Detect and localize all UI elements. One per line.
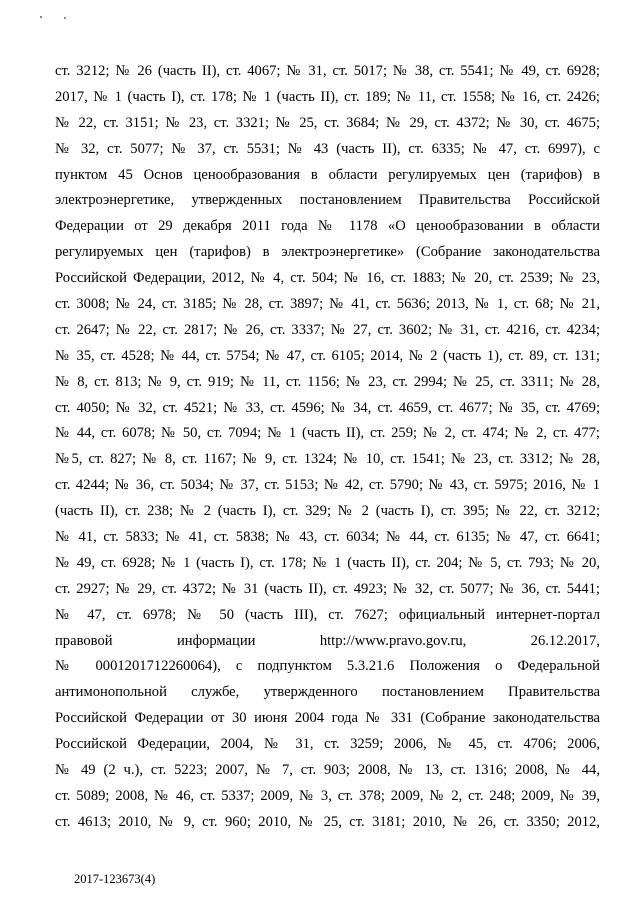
text-line: № 8, ст. 813; № 9, ст. 919; № 11, ст. 1156; № 23, ст. 2994; № 25, ст. 3311; № 28, bbox=[55, 373, 600, 390]
text-line: ст. 3212; № 26 (часть II), ст. 4067; № 31, ст. 5017; № 38, ст. 5541; № 49, ст. 6928; bbox=[55, 63, 600, 79]
text-line: ст. 5089; 2008, № 46, ст. 5337; 2009, № 3, ст. 378; 2009, № 2, ст. 248; 2009, № 39, bbox=[55, 787, 600, 804]
text-line: № 41, ст. 5833; № 41, ст. 5838; № 43, ст. 6034; № 44, ст. 6135; № 47, ст. 6641; bbox=[55, 529, 600, 546]
text-line: № 49 (2 ч.), ст. 5223; 2007, № 7, ст. 903; 2008, № 13, ст. 1316; 2008, № 44, bbox=[55, 762, 600, 779]
scan-speck bbox=[40, 16, 42, 18]
text-line: (часть II), ст. 238; № 2 (часть I), ст. 329; № 2 (часть I), ст. 395; № 22, ст. 3212; bbox=[55, 503, 600, 520]
text-line: № 35, ст. 4528; № 44, ст. 5754; № 47, ст. 6105; 2014, № 2 (часть 1), ст. 89, ст. 131; bbox=[55, 347, 600, 364]
text-line: Российской Федерации от 30 июня 2004 года № 331 (Собрание законодательства bbox=[55, 710, 600, 727]
text-line: №5, ст. 827; № 8, ст. 1167; № 9, ст. 1324; № 10, ст. 1541; № 23, ст. 3312; № 28, bbox=[55, 451, 600, 468]
text-line: электроэнергетике, утвержденных постановлением Правительства Российской bbox=[55, 192, 600, 209]
text-line: № 22, ст. 3151; № 23, ст. 3321; № 25, ст. 3684; № 29, ст. 4372; № 30, ст. 4675; bbox=[55, 114, 600, 131]
text-line: Российской Федерации, 2004, № 31, ст. 3259; 2006, № 45, ст. 4706; 2006, bbox=[55, 736, 600, 753]
document-number-footer: 2017-123673(4) bbox=[74, 872, 156, 886]
text-line: ст. 2927; № 29, ст. 4372; № 31 (часть II), ст. 4923; № 32, ст. 5077; № 36, ст. 5441; bbox=[55, 580, 600, 597]
text-line: регулируемых цен (тарифов) в электроэнергетике» (Собрание законодательства bbox=[55, 244, 600, 261]
text-line: № 44, ст. 6078; № 50, ст. 7094; № 1 (часть II), ст. 259; № 2, ст. 474; № 2, ст. 477; bbox=[55, 425, 600, 442]
text-line: антимонопольной службе, утвержденного постановлением Правительства bbox=[55, 684, 600, 701]
text-line: 2017, № 1 (часть I), ст. 178; № 1 (часть II), ст. 189; № 11, ст. 1558; № 16, ст. 2426; bbox=[55, 88, 600, 105]
text-line: пунктом 45 Основ ценообразования в области регулируемых цен (тарифов) в bbox=[55, 166, 600, 183]
text-line: ст. 4613; 2010, № 9, ст. 960; 2010, № 25, ст. 3181; 2010, № 26, ст. 3350; 2012, bbox=[55, 813, 600, 830]
text-line: ст. 4244; № 36, ст. 5034; № 37, ст. 5153; № 42, ст. 5790; № 43, ст. 5975; 2016, № 1 bbox=[55, 477, 600, 494]
text-line: правовой информации http://www.pravo.gov.ru, 26.12.2017, bbox=[55, 632, 600, 649]
text-line: Федерации от 29 декабря 2011 года № 1178 «О ценообразовании в области bbox=[55, 218, 600, 235]
text-line: ст. 2647; № 22, ст. 2817; № 26, ст. 3337; № 27, ст. 3602; № 31, ст. 4216, ст. 4234; bbox=[55, 321, 600, 338]
scan-speck bbox=[64, 17, 66, 19]
text-line: № 49, ст. 6928; № 1 (часть I), ст. 178; № 1 (часть II), ст. 204; № 5, ст. 793; № 20, bbox=[55, 554, 600, 571]
text-line: № 47, ст. 6978; № 50 (часть III), ст. 7627; официальный интернет-портал bbox=[55, 606, 600, 623]
document-body-text bbox=[55, 59, 600, 836]
text-line: ст. 4050; № 32, ст. 4521; № 33, ст. 4596; № 34, ст. 4659, ст. 4677; № 35, ст. 4769; bbox=[55, 399, 600, 416]
text-line: Российской Федерации, 2012, № 4, ст. 504; № 16, ст. 1883; № 20, ст. 2539; № 23, bbox=[55, 270, 600, 287]
text-line: № 0001201712260064), с подпунктом 5.3.21.6 Положения о Федеральной bbox=[55, 658, 600, 675]
text-line: № 32, ст. 5077; № 37, ст. 5531; № 43 (часть II), ст. 6335; № 47, ст. 6997), с bbox=[55, 140, 600, 157]
text-line: ст. 3008; № 24, ст. 3185; № 28, ст. 3897; № 41, ст. 5636; 2013, № 1, ст. 68; № 21, bbox=[55, 296, 600, 313]
